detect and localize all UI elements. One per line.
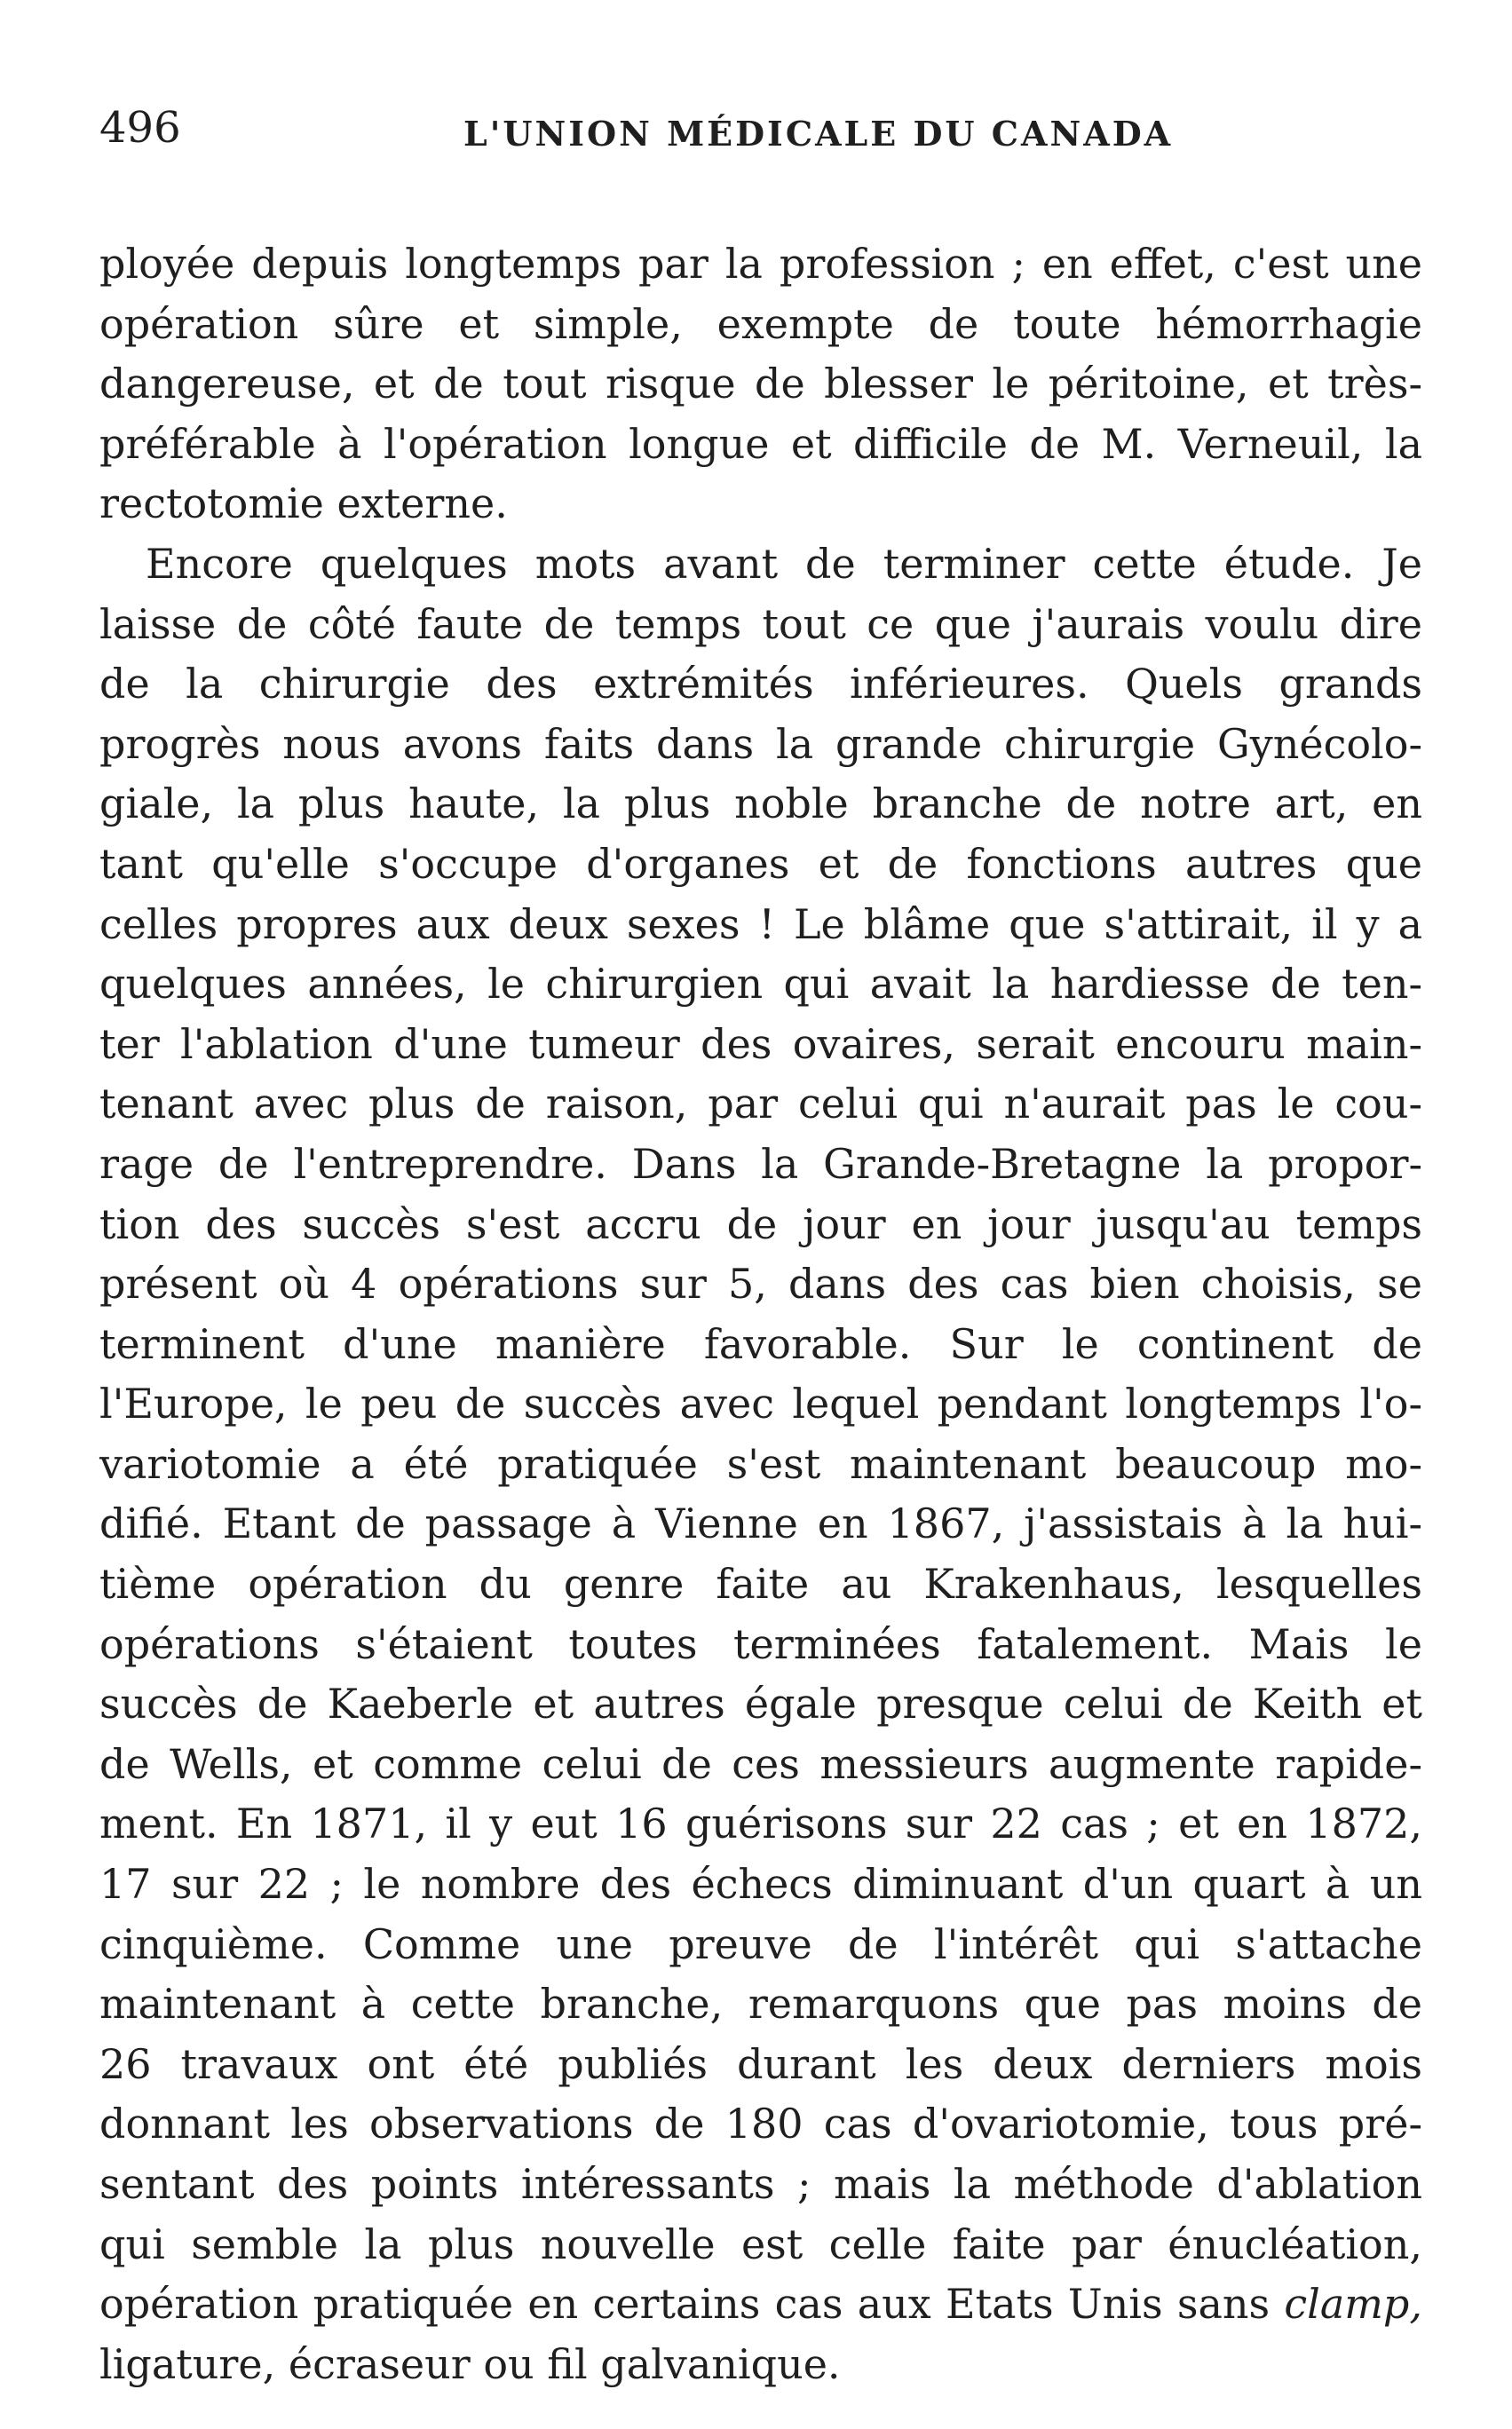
text-line-29: cinquième. Comme une preuve de l'intérêt qui s'attache [99, 1919, 1422, 1968]
document-page [99, 103, 1422, 2394]
text-line-2: opération sûre et simple, exempte de toute hémorrhagie [99, 299, 1422, 348]
text-line-20: l'Europe, le peu de succès avec lequel pendant longtemps l'o- [99, 1380, 1422, 1428]
text-line-35-main: opération pratiquée en certains cas aux Etats Unis sans [99, 2280, 1285, 2329]
page-header [99, 103, 1422, 181]
text-line-1: ployée depuis longtemps par la profession ; en effet, c'est une [99, 240, 1422, 288]
text-line-19: terminent d'une manière favorable. Sur le continent de [99, 1319, 1422, 1368]
text-line-23: tième opération du genre faite au Krakenhaus, lesquelles [99, 1560, 1422, 1609]
text-line-31: 26 travaux ont été publiés durant les deux derniers mois [99, 2039, 1422, 2088]
text-line-7: laisse de côté faute de temps tout ce que j'aurais voulu dire [99, 599, 1422, 648]
text-line-4: préférable à l'opération longue et difficile de M. Verneuil, la [99, 419, 1422, 468]
text-line-5: rectotomie externe. [99, 479, 508, 528]
body-text [99, 234, 1422, 2394]
text-line-9: progrès nous avons faits dans la grande chirurgie Gynécolo- [99, 719, 1422, 768]
text-line-32: donnant les observations de 180 cas d'ovariotomie, tous pré- [99, 2100, 1422, 2148]
text-line-10: giale, la plus haute, la plus noble branche de notre art, en [99, 779, 1422, 828]
text-line-21: variotomie a été pratiquée s'est maintenant beaucoup mo- [99, 1439, 1422, 1488]
text-line-17: tion des succès s'est accru de jour en jour jusqu'au temps [99, 1199, 1422, 1248]
text-line-26: de Wells, et comme celui de ces messieurs augmente rapide- [99, 1739, 1422, 1788]
text-line-14: ter l'ablation d'une tumeur des ovaires, serait encouru main- [99, 1019, 1422, 1068]
running-head: L'UNION MÉDICALE DU CANADA [463, 114, 1174, 154]
page-number: 496 [99, 103, 181, 153]
text-line-33: sentant des points intéressants ; mais la méthode d'ablation [99, 2160, 1422, 2208]
text-line-34: qui semble la plus nouvelle est celle faite par énucléation, [99, 2219, 1422, 2268]
text-line-16: rage de l'entreprendre. Dans la Grande-Bretagne la propor- [99, 1139, 1422, 1188]
text-line-12: celles propres aux deux sexes ! Le blâme que s'attirait, il y a [99, 899, 1422, 948]
text-line-22: difié. Etant de passage à Vienne en 1867, j'assistais à la hui- [99, 1499, 1422, 1548]
text-line-6: Encore quelques mots avant de terminer cette étude. Je [146, 539, 1422, 588]
text-line-36: ligature, écraseur ou fil galvanique. [99, 2339, 841, 2388]
text-line-24: opérations s'étaient toutes terminées fatalement. Mais le [99, 1619, 1422, 1668]
text-line-13: quelques années, le chirurgien qui avait la hardiesse de ten- [99, 960, 1422, 1009]
text-line-8: de la chirurgie des extrémités inférieures. Quels grands [99, 660, 1422, 708]
text-line-25: succès de Kaeberle et autres égale presque celui de Keith et [99, 1680, 1422, 1729]
text-line-3: dangereuse, et de tout risque de blesser le péritoine, et très- [99, 360, 1422, 408]
text-line-28: 17 sur 22 ; le nombre des échecs diminuant d'un quart à un [99, 1860, 1422, 1909]
text-line-27: ment. En 1871, il y eut 16 guérisons sur 22 cas ; et en 1872, [99, 1800, 1422, 1848]
text-line-35 [99, 2275, 1422, 2335]
text-line-30: maintenant à cette branche, remarquons que pas moins de [99, 1980, 1422, 2029]
italic-clamp: clamp, [1284, 2280, 1422, 2329]
text-line-15: tenant avec plus de raison, par celui qui n'aurait pas le cou- [99, 1080, 1422, 1128]
text-line-18: présent où 4 opérations sur 5, dans des cas bien choisis, se [99, 1260, 1422, 1309]
text-line-11: tant qu'elle s'occupe d'organes et de fonctions autres que [99, 839, 1422, 888]
